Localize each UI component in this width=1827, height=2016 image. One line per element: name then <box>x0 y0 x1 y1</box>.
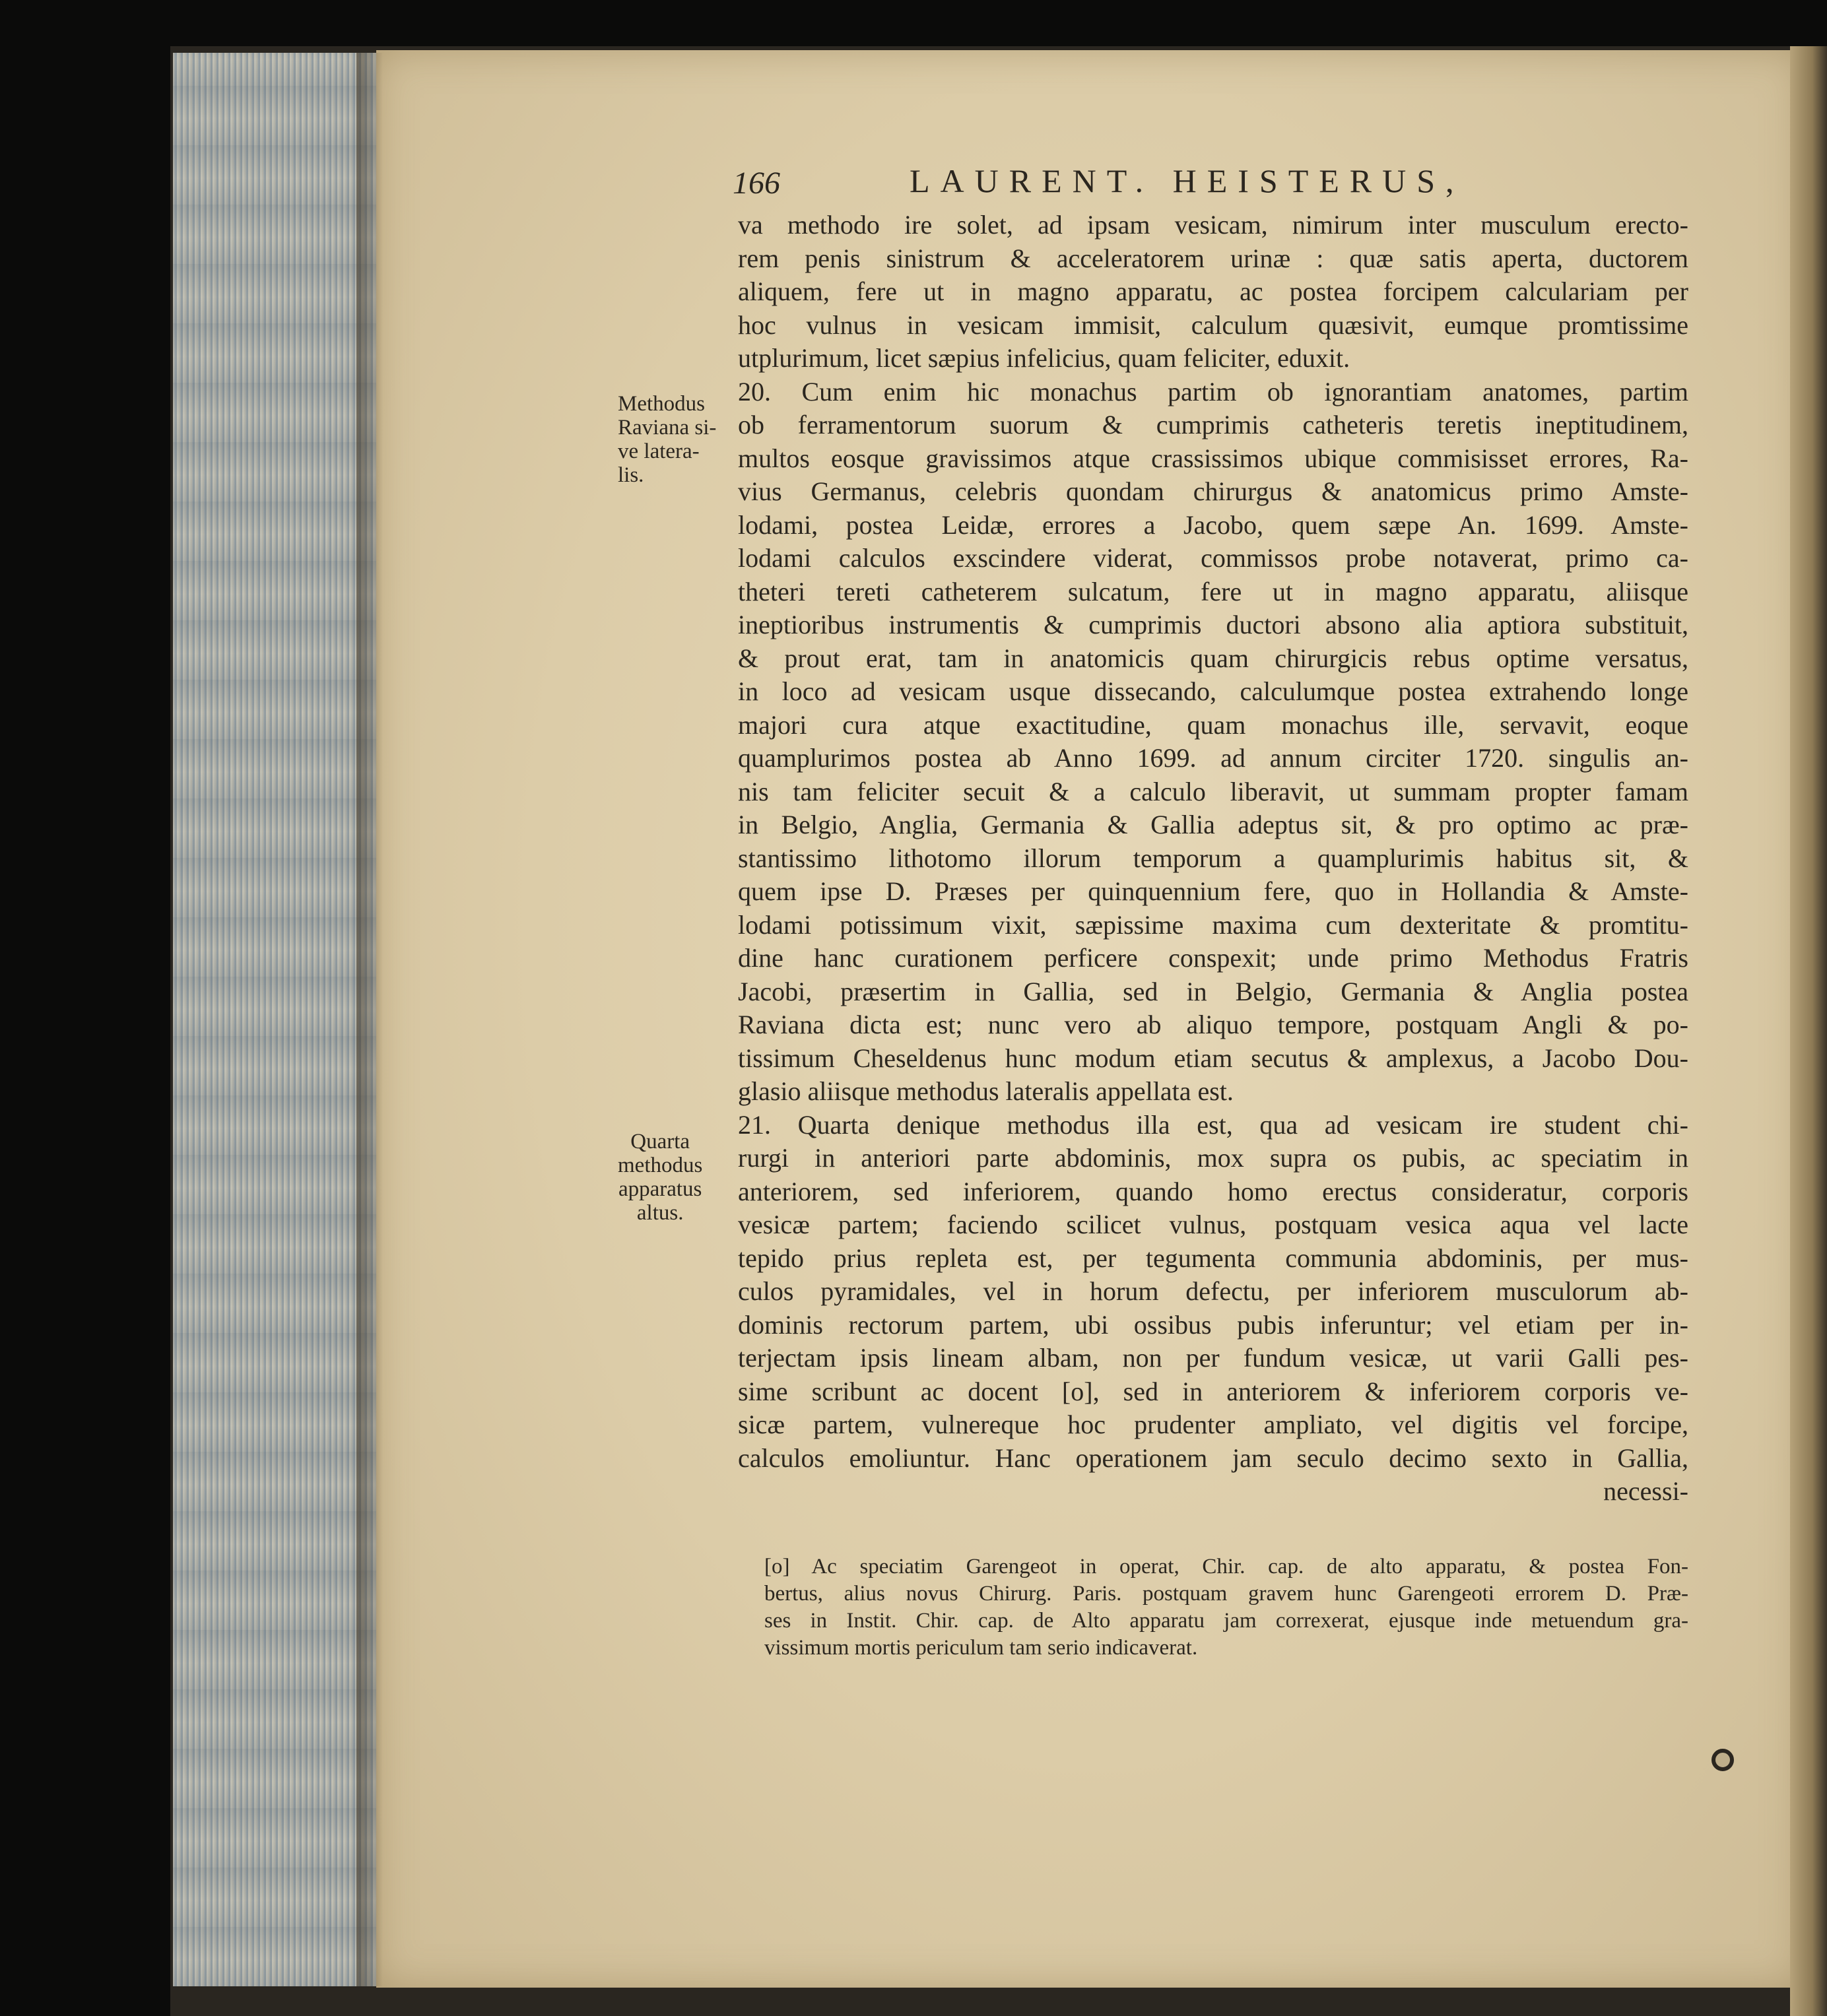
margin-note-line: Raviana si- <box>618 416 717 439</box>
body-line: lodami, postea Leidæ, errores a Jacobo, quem sæpe An. 1699. Amste- <box>738 509 1688 540</box>
body-line: utplurimum, licet sæpius infelicius, quam feliciter, eduxit. <box>738 343 1350 373</box>
footnote <box>764 1553 1688 1662</box>
margin-note-line: Quarta <box>630 1130 690 1154</box>
footnote-line: [o] Ac speciatim Garengeot in operat, Chir. cap. de alto apparatu, & postea Fon- <box>764 1555 1688 1578</box>
body-line: majori cura atque exactitudine, quam monachus ille, servavit, eoque <box>738 709 1688 740</box>
body-line: sime scribunt ac docent [o], sed in anteriorem & inferiorem corporis ve- <box>738 1376 1688 1406</box>
body-line: tissimum Cheseldenus hunc modum etiam secutus & amplexus, a Jacobo Dou- <box>738 1043 1688 1073</box>
page-number: 166 <box>733 166 780 201</box>
margin-note-line: methodus <box>618 1154 703 1177</box>
body-line: va methodo ire solet, ad ipsam vesicam, nimirum inter musculum erecto- <box>738 210 1688 240</box>
facing-page-edge <box>1790 46 1827 2016</box>
body-line: terjectam ipsis lineam albam, non per fundum vesicæ, ut varii Galli pes- <box>738 1343 1688 1373</box>
body-line: lodami potissimum vixit, sæpissime maxima cum dexteritate & promtitu- <box>738 909 1688 940</box>
body-line: calculos emoliuntur. Hanc operationem jam seculo decimo sexto in Gallia, <box>738 1443 1688 1473</box>
body-line: tepido prius repleta est, per tegumenta communia abdominis, per mus- <box>738 1243 1688 1273</box>
body-line: 20. Cum enim hic monachus partim ob ignorantiam anatomes, partim <box>738 376 1688 406</box>
body-line: 21. Quarta denique methodus illa est, qua ad vesicam ire student chi- <box>738 1109 1688 1140</box>
body-line: theteri tereti catheterem sulcatum, fere ut in magno apparatu, aliisque <box>738 576 1688 606</box>
body-line: aliquem, fere ut in magno apparatu, ac postea forcipem calculariam per <box>738 276 1688 306</box>
body-line: anteriorem, sed inferiorem, quando homo erectus consideratur, corporis <box>738 1176 1688 1206</box>
margin-note-line: Methodus <box>618 392 705 416</box>
body-line: glasio aliisque methodus lateralis appellata est. <box>738 1076 1234 1106</box>
body-line: stantissimo lithotomo illorum temporum a quamplurimis habitus sit, & <box>738 843 1688 873</box>
body-line: necessi- <box>1603 1476 1688 1506</box>
footnote-line: ses in Instit. Chir. cap. de Alto apparatu jam correxerat, ejusque inde metuendum gra- <box>764 1609 1688 1633</box>
body-line: ob ferramentorum suorum & cumprimis catheteris teretis ineptitudinem, <box>738 410 1688 439</box>
margin-note-line: apparatus <box>618 1177 702 1201</box>
body-line: vesicæ partem; faciendo scilicet vulnus, postquam vesica aqua vel lacte <box>738 1210 1688 1239</box>
body-line: nis tam feliciter secuit & a calculo liberavit, ut summam propter famam <box>738 776 1688 806</box>
margin-note-quarta-methodus <box>618 1130 702 1225</box>
body-line: vius Germanus, celebris quondam chirurgus & anatomicus primo Amste- <box>738 476 1688 506</box>
body-text <box>738 209 1688 1509</box>
body-line: dominis rectorum partem, ubi ossibus pubis inferuntur; vel etiam per in- <box>738 1309 1688 1340</box>
margin-note-methodus-raviana <box>618 392 716 487</box>
body-line: culos pyramidales, vel in horum defectu, per inferiorem musculorum ab- <box>738 1276 1688 1306</box>
body-line: sicæ partem, vulnereque hoc prudenter ampliato, vel digitis vel forcipe, <box>738 1410 1688 1439</box>
registration-mark <box>1711 1749 1734 1771</box>
margin-note-line: altus. <box>636 1201 684 1225</box>
body-line: multos eosque gravissimos atque crassissimos ubique commisisset errores, Ra- <box>738 443 1688 473</box>
body-line: rurgi in anteriori parte abdominis, mox supra os pubis, ac speciatim in <box>738 1143 1688 1173</box>
body-line: & prout erat, tam in anatomicis quam chirurgicis rebus optime versatus, <box>738 643 1688 673</box>
footnote-line: bertus, alius novus Chirurg. Paris. postquam gravem hunc Garengeoti errorem D. Præ- <box>764 1582 1688 1606</box>
body-line: dine hanc curationem perficere conspexit; unde primo Methodus Fratris <box>738 943 1688 973</box>
spine-shadow <box>356 53 383 1986</box>
body-line: ineptioribus instrumentis & cumprimis ductori absono alia aptiora substituit, <box>738 610 1688 639</box>
body-line: Jacobi, præsertim in Gallia, sed in Belgio, Germania & Anglia postea <box>738 976 1688 1006</box>
footnote-line: vissimum mortis periculum tam serio indicaverat. <box>764 1636 1198 1660</box>
body-line: Raviana dicta est; nunc vero ab aliquo tempore, postquam Angli & po- <box>738 1010 1688 1039</box>
body-line: lodami calculos exscindere viderat, commissos probe notaverat, primo ca- <box>738 543 1688 573</box>
margin-note-line: lis. <box>618 463 644 487</box>
margin-note-line: ve latera- <box>618 439 700 463</box>
body-line: quem ipse D. Præses per quinquennium fere, quo in Hollandia & Amste- <box>738 876 1688 906</box>
body-line: quamplurimos postea ab Anno 1699. ad annum circiter 1720. singulis an- <box>738 743 1688 773</box>
body-line: in Belgio, Anglia, Germania & Gallia adeptus sit, & pro optimo ac præ- <box>738 810 1688 839</box>
body-line: in loco ad vesicam usque dissecando, calculumque postea extrahendo longe <box>738 676 1688 706</box>
body-line: rem penis sinistrum & acceleratorem urinæ : quæ satis aperta, ductorem <box>738 243 1688 273</box>
body-line: hoc vulnus in vesicam immisit, calculum quæsivit, eumque promtissime <box>738 309 1688 340</box>
running-head-text: LAURENT. HEISTERUS, <box>910 162 1465 199</box>
page-edges <box>173 53 378 1986</box>
running-head <box>731 162 1465 200</box>
